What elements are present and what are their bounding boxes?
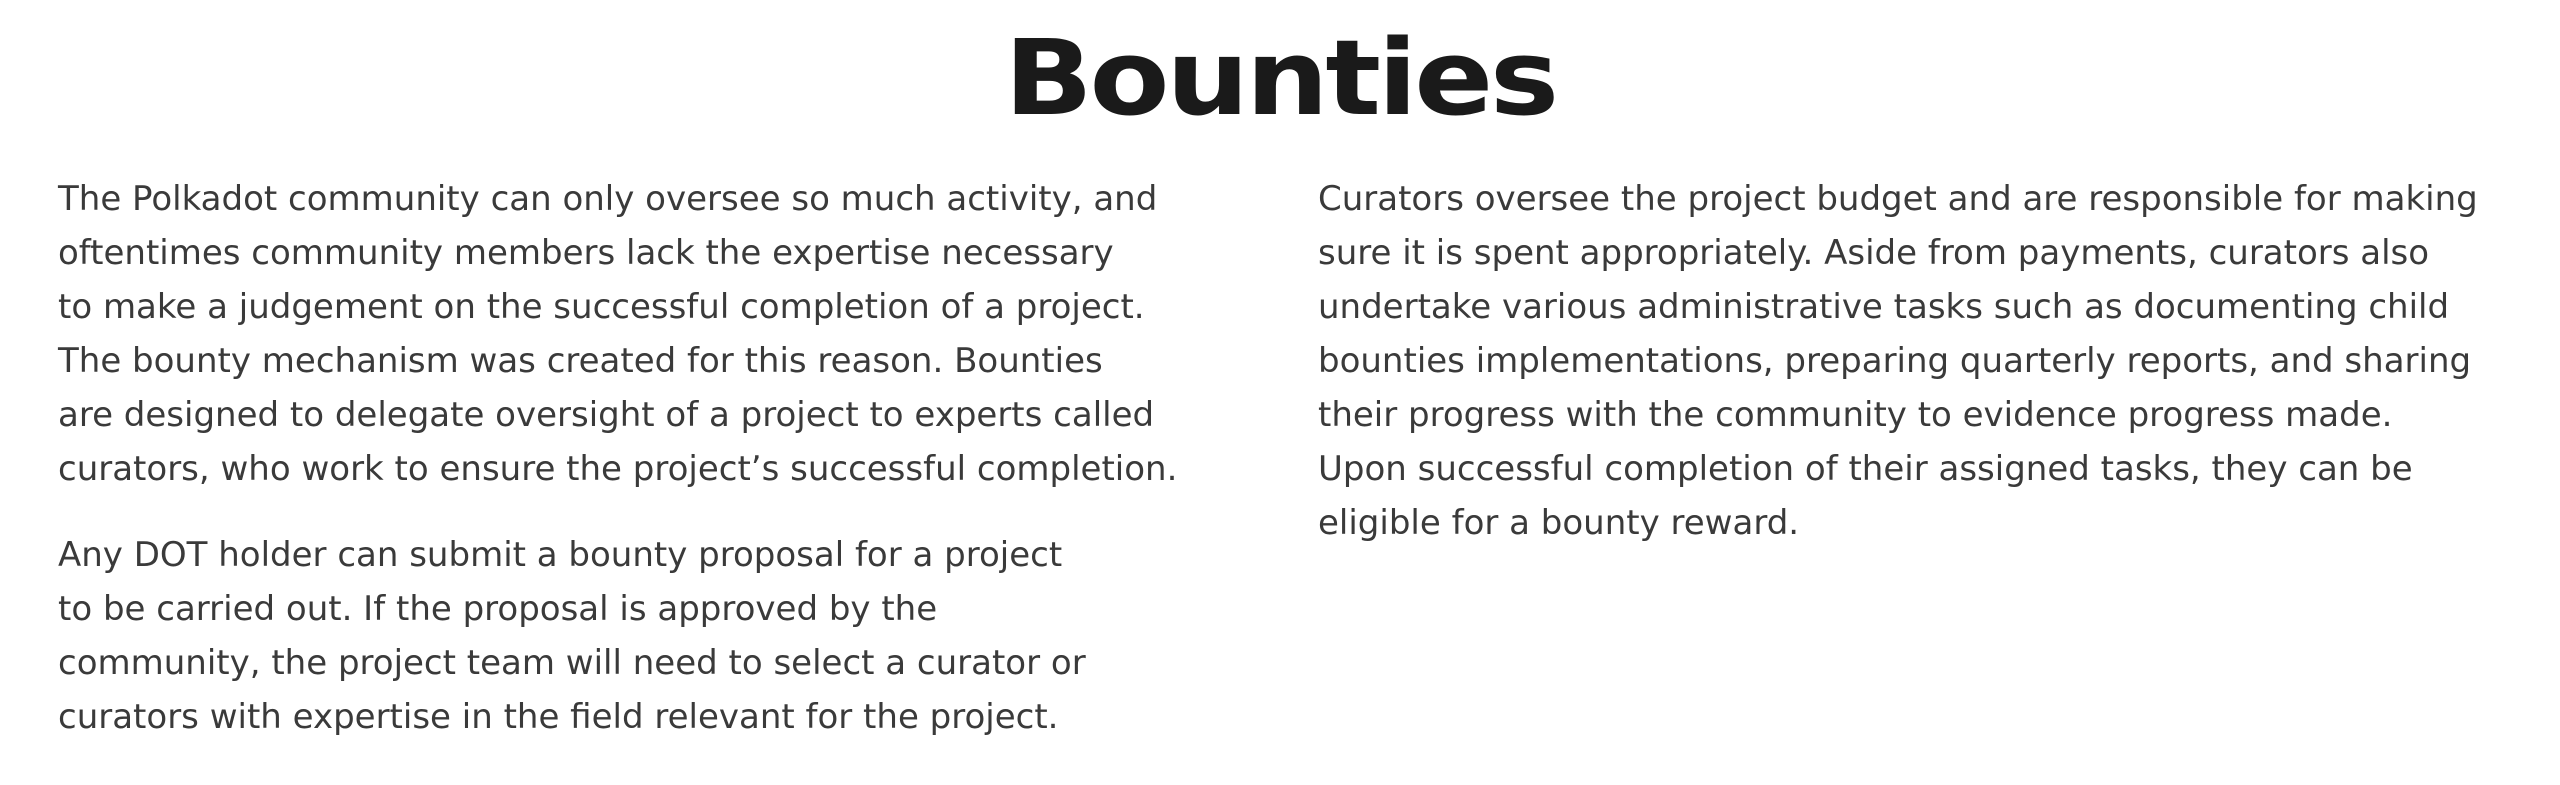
text-line: Curators oversee the project budget and are responsible for making: [1318, 179, 2478, 219]
text-line: The bounty mechanism was created for this reason. Bounties: [58, 341, 1103, 381]
page-title: Bounties: [1004, 17, 1556, 139]
text-line: community, the project team will need to select a curator or: [58, 643, 1086, 683]
text-line: eligible for a bounty reward.: [1318, 503, 1800, 543]
right-column: [1318, 172, 2518, 550]
text-line: Upon successful completion of their assigned tasks, they can be: [1318, 449, 2413, 489]
text-line: oftentimes community members lack the expertise necessary: [58, 233, 1114, 273]
text-line: Any DOT holder can submit a bounty proposal for a project: [58, 535, 1063, 575]
bounty-intro-paragraph: [58, 172, 1258, 496]
text-line: their progress with the community to evidence progress made.: [1318, 395, 2393, 435]
text-line: curators with expertise in the field relevant for the project.: [58, 697, 1059, 737]
text-line: bounties implementations, preparing quarterly reports, and sharing: [1318, 341, 2472, 381]
bounty-proposal-paragraph: [58, 528, 1258, 744]
text-line: are designed to delegate oversight of a project to experts called: [58, 395, 1155, 435]
text-line: to make a judgement on the successful completion of a project.: [58, 287, 1145, 327]
left-column: [58, 172, 1258, 744]
text-line: sure it is spent appropriately. Aside from payments, curators also: [1318, 233, 2430, 273]
text-line: to be carried out. If the proposal is approved by the: [58, 589, 938, 629]
text-line: The Polkadot community can only oversee so much activity, and: [58, 179, 1158, 219]
text-line: undertake various administrative tasks such as documenting child: [1318, 287, 2450, 327]
text-line: curators, who work to ensure the project’s successful completion.: [58, 449, 1178, 489]
curators-paragraph: [1318, 172, 2518, 550]
